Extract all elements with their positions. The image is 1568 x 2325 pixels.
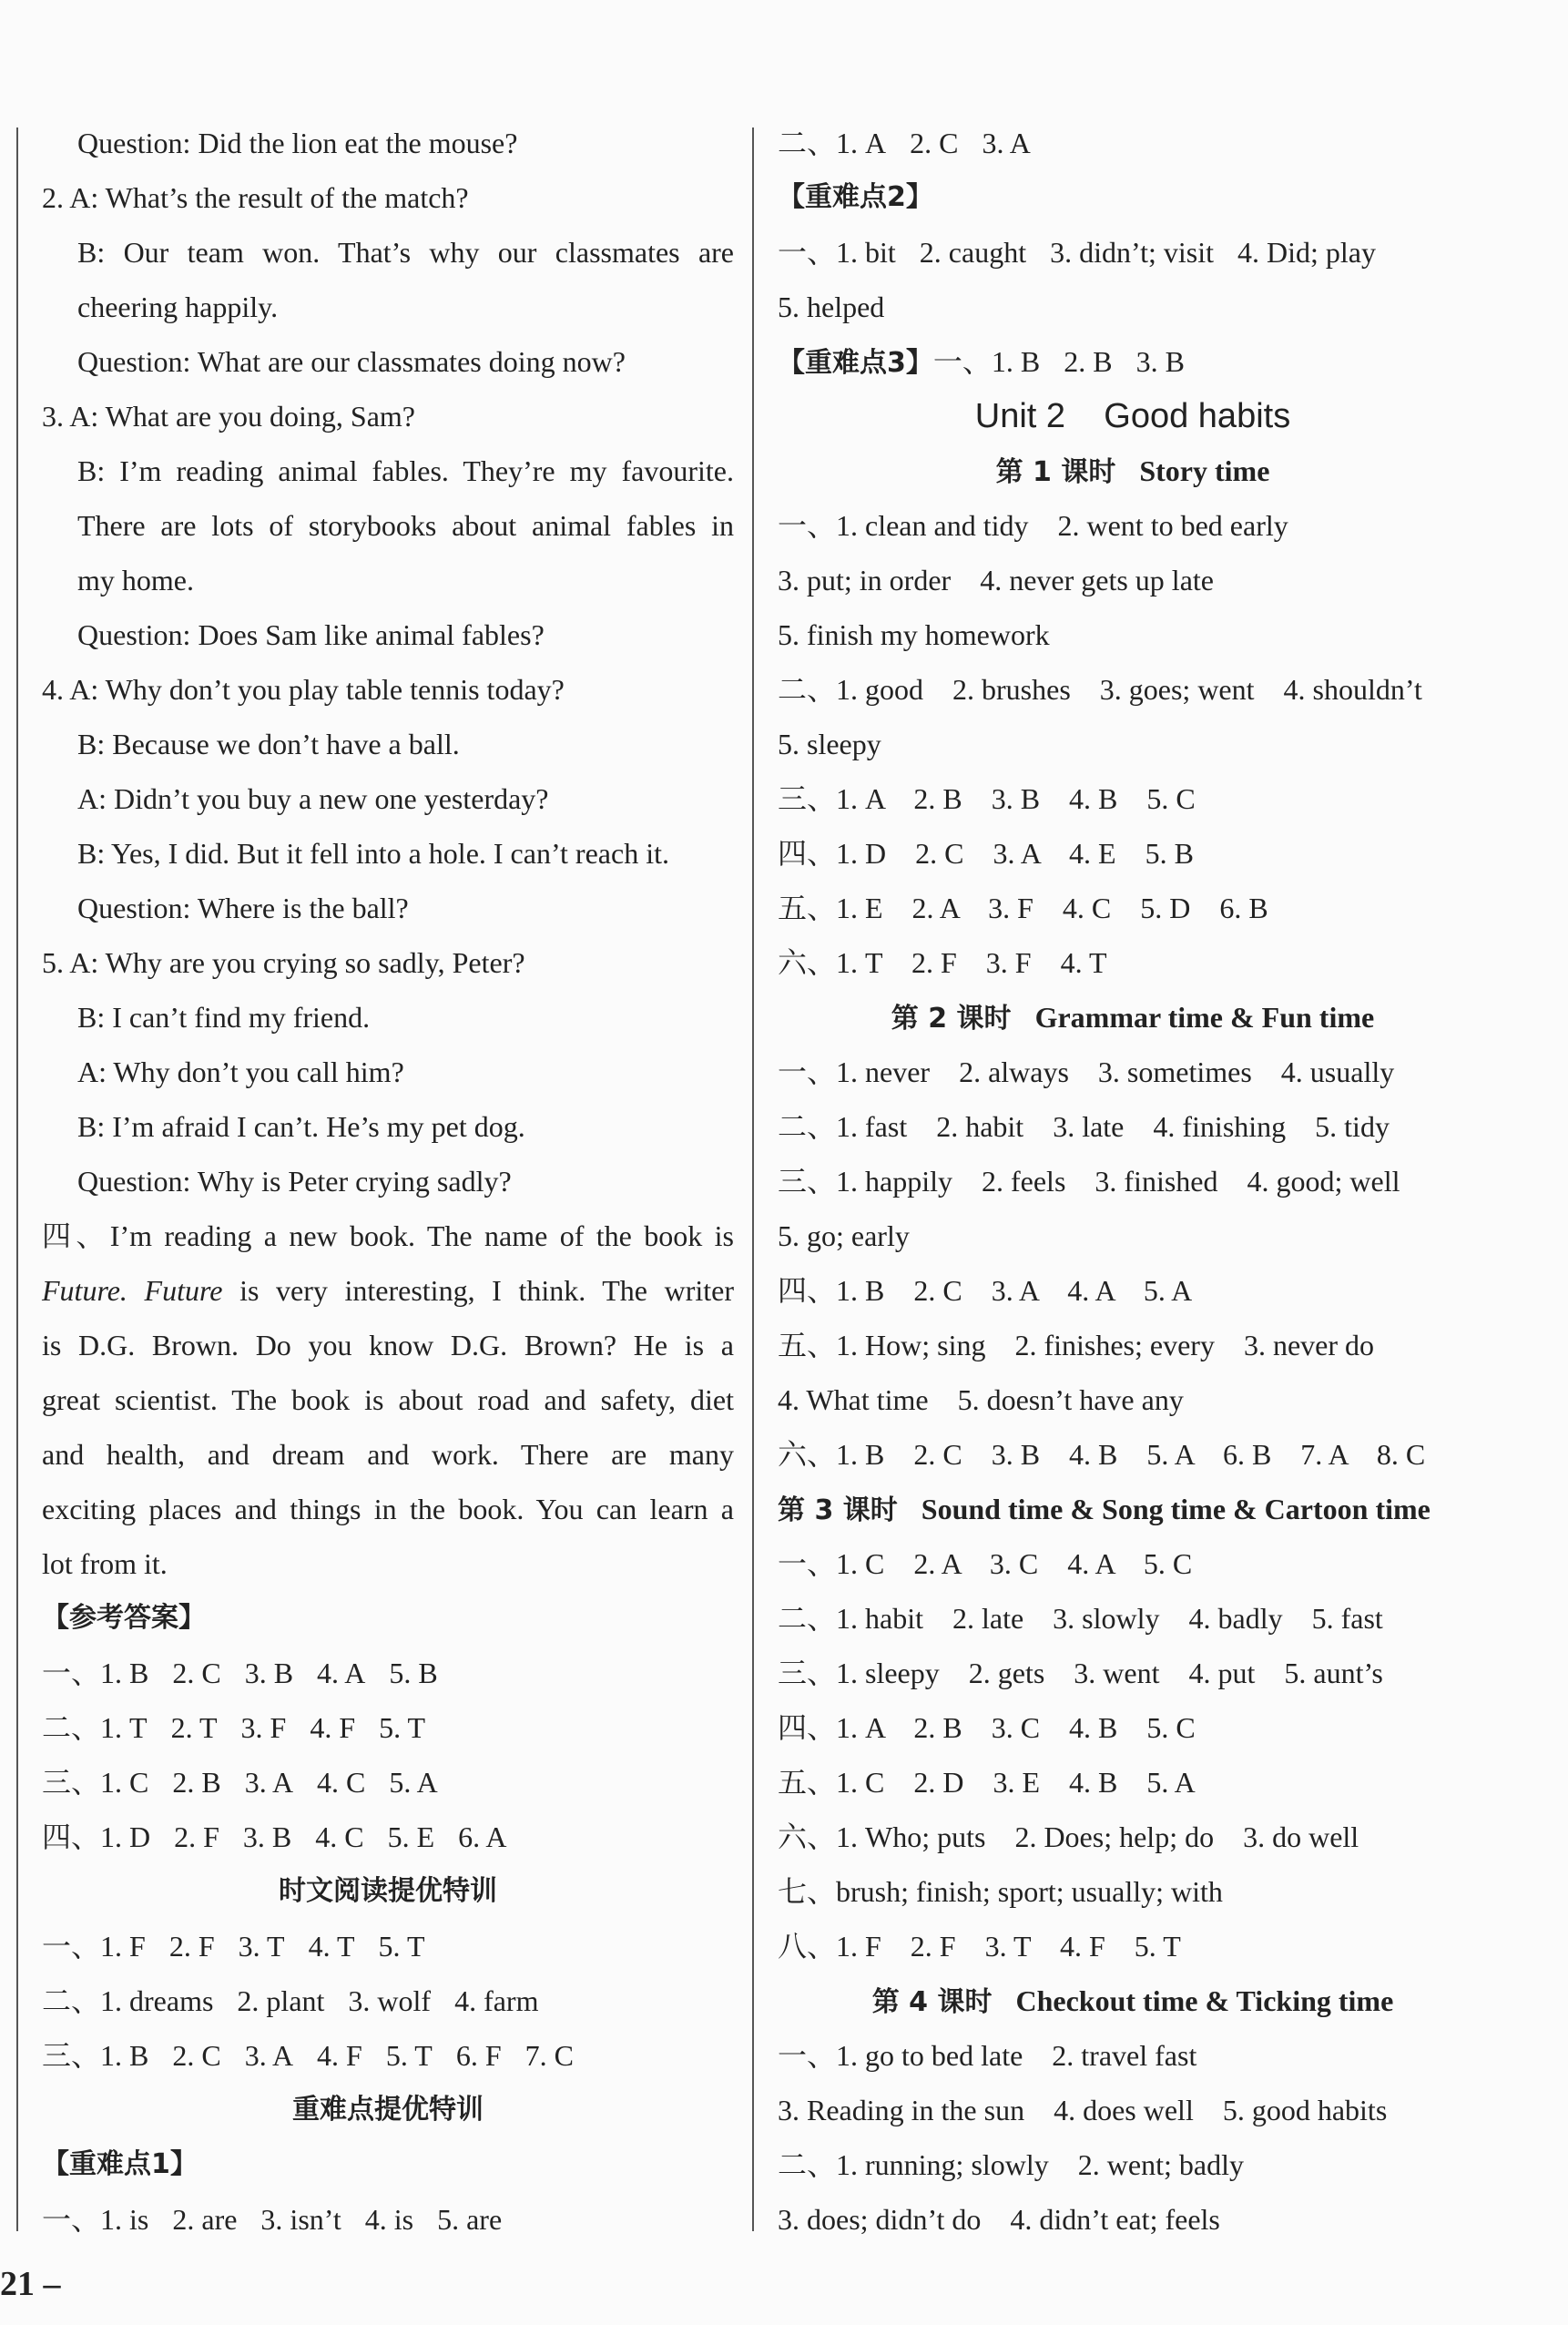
- dialog-line: B: Our team won. That’s why our classmates are: [77, 236, 734, 269]
- dialog-line: my home.: [77, 564, 194, 597]
- dialog-line: Question: Did the lion eat the mouse?: [77, 127, 518, 159]
- answer-item: 1. D: [100, 1820, 151, 1853]
- lesson-name: Grammar time & Fun time: [1034, 1001, 1375, 1034]
- answer-row: 一、1. never 2. always 3. sometimes 4. usually: [778, 1055, 1395, 1088]
- answer-item: 4. A: [317, 1657, 366, 1689]
- answer-item: 1. dreams: [100, 1984, 214, 2017]
- answer-items: [933, 345, 1185, 378]
- dialog-line: B: I’m afraid I can’t. He’s my pet dog.: [77, 1110, 525, 1143]
- answer-item: 1. F: [100, 1930, 146, 1963]
- answer-item: 2. plant: [237, 1984, 325, 2017]
- section-mark: 三、: [42, 2039, 101, 2072]
- lesson-4-heading: [778, 1973, 1488, 2028]
- section-mark: 一、: [932, 345, 992, 378]
- column-divider: [752, 127, 754, 2231]
- answer-item: 3. F: [240, 1711, 287, 1744]
- lesson-number: 第 2 课时: [891, 1003, 1012, 1035]
- answer-item: 5. are: [437, 2203, 503, 2236]
- answer-row: 一、1. C 2. A 3. C 4. A 5. C: [778, 1547, 1193, 1580]
- answer-item: 3. B: [244, 1657, 294, 1689]
- dialog-line: 2. A: What’s the result of the match?: [42, 181, 469, 214]
- key-point-2-heading: 【重难点2】: [778, 181, 933, 213]
- answer-row: [42, 2028, 734, 2083]
- lesson-4-answers: [778, 2028, 1488, 2247]
- passage-text: is very interesting, I think. The writer: [239, 1274, 735, 1307]
- answer-row: 五、1. E 2. A 3. F 4. C 5. D 6. B: [778, 892, 1268, 924]
- answer-item: 1. T: [100, 1711, 148, 1744]
- dialog-line: B: Yes, I did. But it fell into a hole. I can’t reach it.: [77, 837, 669, 870]
- dialog-line: Question: Does Sam like animal fables?: [77, 618, 545, 651]
- answer-item: 1. B: [100, 2039, 149, 2072]
- answer-row: 八、1. F 2. F 3. T 4. F 5. T: [778, 1930, 1181, 1963]
- answer-item: 4. Did; play: [1237, 236, 1376, 269]
- section-mark: 三、: [42, 1766, 101, 1799]
- answer-line: 5. helped: [778, 291, 885, 323]
- answer-item: 4. F: [310, 1711, 356, 1744]
- answer-row: 4. What time 5. doesn’t have any: [778, 1383, 1184, 1416]
- answer-row: 二、1. running; slowly 2. went; badly: [778, 2148, 1244, 2181]
- answer-row: [42, 1919, 734, 1973]
- answer-item: 1. A: [836, 127, 887, 159]
- answer-item: 2. F: [174, 1820, 219, 1853]
- left-margin-rule: [16, 127, 18, 2231]
- answer-item: 5. T: [378, 1930, 425, 1963]
- section-mark: 一、: [778, 236, 837, 269]
- passage-line: lot from it.: [42, 1547, 168, 1580]
- lesson-2-answers: [778, 1045, 1488, 1482]
- answer-row: 一、1. go to bed late 2. travel fast: [778, 2039, 1197, 2072]
- passage-line: great scientist. The book is about road and safety, diet: [42, 1383, 734, 1416]
- dialog-line: A: Didn’t you buy a new one yesterday?: [77, 782, 549, 815]
- answer-row: [42, 1646, 734, 1700]
- answer-item: 1. B: [991, 345, 1041, 378]
- section-mark: 一、: [42, 2203, 101, 2236]
- answer-item: 3. A: [244, 2039, 294, 2072]
- answer-row: 二、1. habit 2. late 3. slowly 4. badly 5. fast: [778, 1602, 1383, 1635]
- dialog-line: B: I can’t find my friend.: [77, 1001, 371, 1034]
- answer-rows: [778, 116, 1488, 170]
- answer-row: 五、1. C 2. D 3. E 4. B 5. A: [778, 1766, 1196, 1799]
- answer-item: 4. farm: [454, 1984, 539, 2017]
- answer-row: 六、1. B 2. C 3. B 4. B 5. A 6. B 7. A 8. C: [778, 1438, 1426, 1471]
- answer-row: 3. put; in order 4. never gets up late: [778, 564, 1214, 597]
- answer-row: 五、1. How; sing 2. finishes; every 3. never do: [778, 1329, 1375, 1361]
- passage-line: [42, 1263, 734, 1318]
- dialog-line: There are lots of storybooks about animal fables in: [77, 509, 734, 542]
- answer-item: 5. A: [389, 1766, 438, 1799]
- section-mark: 二、: [42, 1984, 101, 2017]
- lesson-name: Story time: [1139, 454, 1270, 487]
- answer-item: 5. T: [385, 2039, 433, 2072]
- answer-item: 2. B: [172, 1766, 221, 1799]
- answer-item: 1. bit: [836, 236, 896, 269]
- answer-item: 4. F: [317, 2039, 362, 2072]
- lesson-name: Checkout time & Ticking time: [1015, 1984, 1394, 2017]
- answer-item: 3. didn’t; visit: [1050, 236, 1214, 269]
- answer-row: 5. sleepy: [778, 728, 881, 760]
- passage-line: and health, and dream and work. There are many: [42, 1438, 734, 1471]
- answer-item: 7. C: [524, 2039, 574, 2072]
- passage-line: is D.G. Brown. Do you know D.G. Brown? He is a: [42, 1329, 734, 1361]
- answer-item: 2. F: [168, 1930, 215, 1963]
- answer-row: 3. does; didn’t do 4. didn’t eat; feels: [778, 2203, 1220, 2236]
- answer-item: 2. B: [1064, 345, 1113, 378]
- answer-row: [42, 1810, 734, 1864]
- dialog-line: B: Because we don’t have a ball.: [77, 728, 460, 760]
- answer-row: 5. finish my homework: [778, 618, 1050, 651]
- lesson-number: 第 1 课时: [995, 456, 1116, 488]
- answer-row: 四、1. A 2. B 3. C 4. B 5. C: [778, 1711, 1196, 1744]
- answer-item: 2. caught: [919, 236, 1027, 269]
- dialog-line: cheering happily.: [77, 291, 279, 323]
- lesson-3-heading: [778, 1482, 1488, 1536]
- answer-item: 3. T: [238, 1930, 285, 1963]
- dialog-line: 3. A: What are you doing, Sam?: [42, 400, 415, 433]
- answer-item: 3. B: [1135, 345, 1185, 378]
- reading-heading: 时文阅读提优特训: [279, 1875, 497, 1907]
- answer-rows: [778, 225, 1488, 280]
- answer-item: 3. A: [244, 1766, 294, 1799]
- section-mark: 四、: [42, 1820, 101, 1853]
- answer-item: 2. C: [172, 2039, 221, 2072]
- answer-item: 2. C: [172, 1657, 221, 1689]
- answer-item: 4. C: [317, 1766, 366, 1799]
- lesson-number: 第 4 课时: [871, 1986, 993, 2018]
- lesson-1-answers: [778, 498, 1488, 990]
- answer-item: 3. isn’t: [260, 2203, 341, 2236]
- section-mark: 一、: [42, 1930, 101, 1963]
- lesson-2-heading: [778, 990, 1488, 1045]
- right-column: [778, 116, 1488, 2247]
- answer-item: 1. B: [100, 1657, 149, 1689]
- answer-item: 5. T: [379, 1711, 426, 1744]
- answer-row: 六、1. Who; puts 2. Does; help; do 3. do well: [778, 1820, 1359, 1853]
- answer-item: 1. C: [100, 1766, 149, 1799]
- dialog-line: Question: What are our classmates doing now?: [77, 345, 626, 378]
- answer-item: 4. C: [315, 1820, 364, 1853]
- answer-item: 4. is: [364, 2203, 414, 2236]
- answer-item: 5. B: [389, 1657, 438, 1689]
- lesson-3-answers: [778, 1536, 1488, 1973]
- key-point-3-heading: 【重难点3】: [778, 347, 933, 379]
- answer-row: [42, 1755, 734, 1810]
- book-title: Future: [144, 1274, 223, 1307]
- dialog-line: 5. A: Why are you crying so sadly, Peter?: [42, 946, 525, 979]
- answers-heading: 【参考答案】: [42, 1602, 206, 1634]
- lesson-1-heading: [778, 444, 1488, 498]
- answer-row: 3. Reading in the sun 4. does well 5. good habits: [778, 2094, 1388, 2126]
- answer-row: 四、1. D 2. C 3. A 4. E 5. B: [778, 837, 1194, 870]
- answer-rows: [42, 1646, 734, 1864]
- answer-row: 5. go; early: [778, 1219, 910, 1252]
- answer-row: [42, 1700, 734, 1755]
- answer-item: 6. A: [458, 1820, 507, 1853]
- passage-line: exciting places and things in the book. You can learn a: [42, 1493, 734, 1525]
- answer-item: 3. B: [242, 1820, 292, 1853]
- answer-item: 5. E: [387, 1820, 435, 1853]
- answer-row: [778, 225, 1488, 280]
- answer-row: 二、1. good 2. brushes 3. goes; went 4. shouldn’t: [778, 673, 1422, 706]
- answer-row: 一、1. clean and tidy 2. went to bed early: [778, 509, 1288, 542]
- answer-row: 四、1. B 2. C 3. A 4. A 5. A: [778, 1274, 1193, 1307]
- section-mark: 一、: [42, 1657, 101, 1689]
- answer-row: 七、brush; finish; sport; usually; with: [778, 1875, 1223, 1908]
- key-points-heading: 重难点提优特训: [292, 2094, 484, 2126]
- book-title: Future.: [42, 1274, 127, 1307]
- key-point-1-heading: 【重难点1】: [42, 2148, 198, 2180]
- answer-item: 2. are: [172, 2203, 238, 2236]
- lesson-number: 第 3 课时: [778, 1494, 898, 1526]
- unit-title: Unit 2 Good habits: [974, 397, 1291, 435]
- section-mark: 二、: [42, 1711, 101, 1744]
- dialog-line: Question: Where is the ball?: [77, 892, 409, 924]
- section-mark: 二、: [778, 127, 837, 159]
- answer-item: 1. is: [100, 2203, 149, 2236]
- lesson-name: Sound time & Song time & Cartoon time: [921, 1493, 1431, 1525]
- answer-rows: [42, 2192, 734, 2247]
- answer-row: 三、1. A 2. B 3. B 4. B 5. C: [778, 782, 1196, 815]
- dialog-line: Question: Why is Peter crying sadly?: [77, 1165, 512, 1198]
- answer-row: [42, 1973, 734, 2028]
- answer-rows: [42, 1919, 734, 2083]
- answer-row: 二、1. fast 2. habit 3. late 4. finishing 5. tidy: [778, 1110, 1390, 1143]
- answer-row: 三、1. happily 2. feels 3. finished 4. good; well: [778, 1165, 1400, 1198]
- answer-item: 6. F: [455, 2039, 502, 2072]
- answer-row: [42, 2192, 734, 2247]
- dialog-line: 4. A: Why don’t you play table tennis today?: [42, 673, 565, 706]
- page-number: 21 –: [0, 2265, 61, 2303]
- left-column: [42, 116, 734, 2247]
- dialog-line: B: I’m reading animal fables. They’re my favourite.: [77, 454, 734, 487]
- answer-item: 3. wolf: [348, 1984, 432, 2017]
- answer-item: 4. T: [308, 1930, 355, 1963]
- passage-line: 四、I’m reading a new book. The name of the book is: [42, 1219, 734, 1252]
- dialog-line: A: Why don’t you call him?: [77, 1055, 404, 1088]
- key-point-3-row: [778, 334, 1488, 389]
- answer-item: 3. A: [982, 127, 1031, 159]
- answer-row: [778, 116, 1488, 170]
- answer-row: 三、1. sleepy 2. gets 3. went 4. put 5. aunt’s: [778, 1657, 1383, 1689]
- answer-item: 2. C: [910, 127, 959, 159]
- answer-item: 2. T: [170, 1711, 218, 1744]
- answer-row: 六、1. T 2. F 3. F 4. T: [778, 946, 1107, 979]
